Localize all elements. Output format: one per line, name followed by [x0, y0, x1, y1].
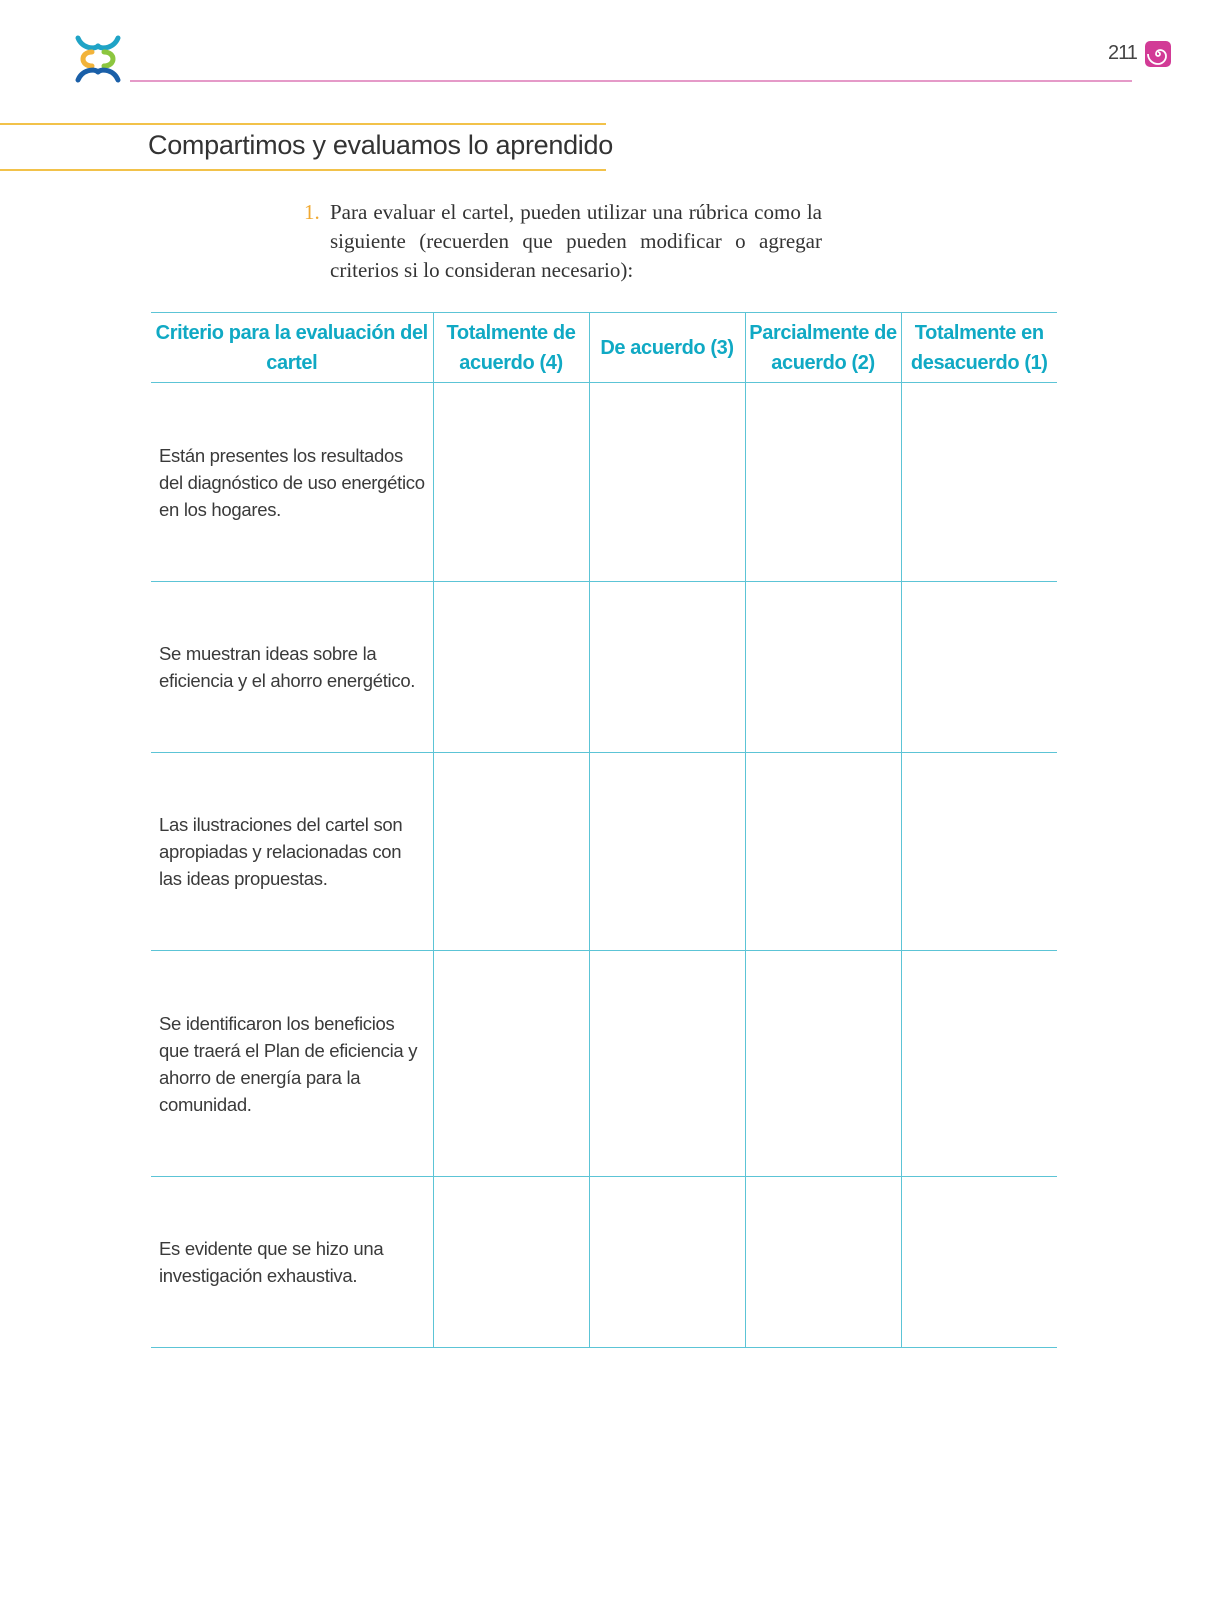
- score-cell-agree[interactable]: [589, 582, 745, 753]
- score-cell-totally-agree[interactable]: [433, 753, 589, 951]
- score-cell-totally-agree[interactable]: [433, 383, 589, 582]
- section-title: Compartimos y evaluamos lo aprendido: [148, 130, 613, 160]
- score-cell-totally-agree[interactable]: [433, 582, 589, 753]
- score-cell-totally-agree[interactable]: [433, 951, 589, 1177]
- criterion-cell: Es evidente que se hizo una investigación exhaustiva.: [151, 1177, 433, 1348]
- spiral-ornament-icon: [1142, 38, 1174, 70]
- score-cell-totally-disagree[interactable]: [901, 951, 1057, 1177]
- score-cell-totally-disagree[interactable]: [901, 753, 1057, 951]
- table-row: [151, 753, 1057, 951]
- instruction-number: 1.: [304, 200, 320, 224]
- score-cell-partially-agree[interactable]: [745, 753, 901, 951]
- score-cell-totally-disagree[interactable]: [901, 1177, 1057, 1348]
- table-row: [151, 582, 1057, 753]
- score-cell-agree[interactable]: [589, 1177, 745, 1348]
- instruction-paragraph: [304, 198, 822, 285]
- book-logo-icon: [72, 32, 124, 84]
- section-rule-bottom: [0, 169, 606, 171]
- page-number: 211: [1108, 42, 1137, 64]
- table-row: [151, 383, 1057, 582]
- score-cell-totally-agree[interactable]: [433, 1177, 589, 1348]
- criterion-cell: Las ilustraciones del cartel son apropiadas y relacionadas con las ideas propuestas.: [151, 753, 433, 951]
- score-cell-partially-agree[interactable]: [745, 951, 901, 1177]
- score-cell-partially-agree[interactable]: [745, 1177, 901, 1348]
- table-row: [151, 1177, 1057, 1348]
- instruction-text: Para evaluar el cartel, pueden utilizar una rúbrica como la siguiente (recuerden que pueden modificar o agregar criterios si lo consideran necesario):: [330, 200, 822, 282]
- score-cell-totally-disagree[interactable]: [901, 383, 1057, 582]
- score-cell-partially-agree[interactable]: [745, 582, 901, 753]
- rubric-header-row: [151, 313, 1057, 383]
- evaluation-rubric-table: [151, 312, 1057, 1348]
- header-partially-agree: Parcialmente de acuerdo (2): [745, 313, 901, 383]
- criterion-cell: Se muestran ideas sobre la eficiencia y el ahorro energético.: [151, 582, 433, 753]
- criterion-cell: Están presentes los resultados del diagnóstico de uso energético en los hogares.: [151, 383, 433, 582]
- header-agree: De acuerdo (3): [589, 313, 745, 383]
- score-cell-totally-disagree[interactable]: [901, 582, 1057, 753]
- header-totally-disagree: Totalmente en desacuerdo (1): [901, 313, 1057, 383]
- score-cell-agree[interactable]: [589, 951, 745, 1177]
- score-cell-partially-agree[interactable]: [745, 383, 901, 582]
- table-row: [151, 951, 1057, 1177]
- score-cell-agree[interactable]: [589, 753, 745, 951]
- header-criterion: Criterio para la evaluación del cartel: [151, 313, 433, 383]
- score-cell-agree[interactable]: [589, 383, 745, 582]
- criterion-cell: Se identificaron los beneficios que traerá el Plan de eficiencia y ahorro de energía para la comunidad.: [151, 951, 433, 1177]
- header-rule: [130, 80, 1132, 82]
- section-rule-top: [0, 123, 606, 125]
- header-totally-agree: Totalmente de acuerdo (4): [433, 313, 589, 383]
